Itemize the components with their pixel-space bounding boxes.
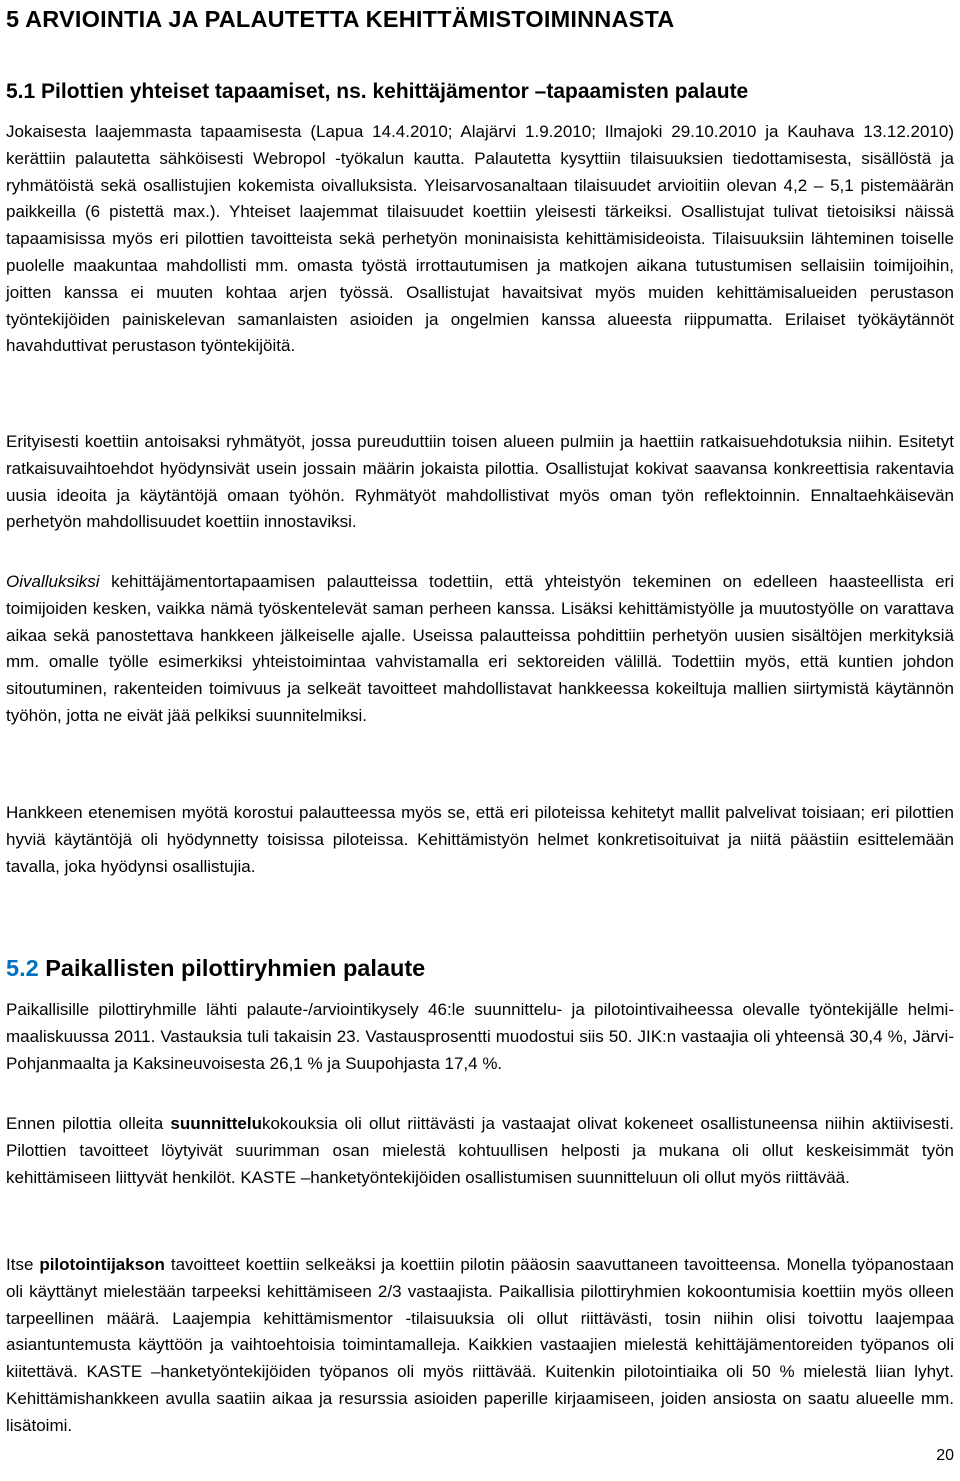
section-heading-5-1: 5.1 Pilottien yhteiset tapaamiset, ns. kehittäjämentor –tapaamisten palaute: [6, 80, 749, 103]
paragraph-7-text-a: Itse: [6, 1255, 40, 1274]
paragraph-3: [6, 569, 954, 730]
paragraph-5: Paikallisille pilottiryhmille lähti palaute-/arviointikysely 46:le suunnittelu- ja pilotointivaiheessa olevalle työntekijälle helmi-maaliskuussa 2011. Vastauksia tuli takaisin 23. Vastausprosentti muodostui siis 50. JIK:n vastaajia oli yhteensä 30,4 %, Järvi-Pohjanmaalta ja Kaksineuvoisesta 26,1 % ja Suupohjasta 17,4 %.: [6, 1000, 954, 1073]
paragraph-6-text-a: Ennen pilottia olleita: [6, 1114, 171, 1133]
paragraph-3-text: kehittäjämentortapaamisen palautteissa todettiin, että yhteistyön tekeminen on edelleen haasteellista eri toimijoiden kesken, vaikka nämä työskentelevät saman perheen kanssa. Lisäksi kehittämistyölle ja muutostyölle on varattava aikaa sekä panostettava hankkeen jälkeiselle ajalle. Useissa palautteissa pohdittiin perhetyön uusien sisältöjen merkityksiä mm. omalle työlle esimerkiksi yhteistoimintaa vahvistamalla eri sektoreiden välillä. Todettiin myös, että kuntien johdon sitoutuminen, rakenteiden toimivuus ja selkeät tavoitteet mahdollistavat hankkeessa kokeiltuja mallien siirtymistä käytännön työhön, jotta ne eivät jää pelkiksi suunnitelmiksi.: [6, 572, 954, 725]
section-number: 5.2: [6, 955, 39, 981]
page-number: 20: [936, 1447, 954, 1464]
paragraph-6: [6, 1111, 954, 1191]
suunnittelu-term: suunnittelu: [170, 1114, 262, 1133]
paragraph-6-text-b: kokouksia oli ollut riittävästi ja vastaajat olivat kokeneet osallistuneensa niihin aktiivisesti. Pilottien tavoitteet löytyivät suurimman osan mielestä kohtuullisen helposti ja mukana oli ollut keskeisimmät työn kehittämiseen liittyvät henkilöt. KASTE –hanketyöntekijöiden osallistumisen suunnitteluun oli ollut myös riittävää.: [6, 1114, 954, 1187]
paragraph-7: [6, 1252, 954, 1440]
paragraph-4: Hankkeen etenemisen myötä korostui palautteessa myös se, että eri piloteissa kehitetyt mallit palvelivat toisiaan; eri pilottien hyviä käytäntöjä oli hyödynnetty toisissa piloteissa. Kehittämistyön helmet konkretisoituivat ja niitä päästiin esittelemään tavalla, joka hyödynsi osallistujia.: [6, 803, 954, 876]
pilotointijakson-term: pilotointijakson: [39, 1255, 165, 1274]
chapter-heading: 5 ARVIOINTIA JA PALAUTETTA KEHITTÄMISTOIMINNASTA: [6, 6, 675, 32]
paragraph-7-text-b: tavoitteet koettiin selkeäksi ja koettiin pilotin pääosin saavuttaneen tavoitteensa. Monella työpanostaan oli käyttänyt mielestään tarpeeksi kehittämiseen 2/3 vastaajista. Paikallisia pilottiryhmien kokoontumisia koettiin myös olleen tarpeellinen määrä. Laajempia kehittämismentor -tilaisuuksia oli ollut riittävästi, tosin niihin olisi toivottu laajempaa asiantuntemusta käyttöön ja vaihtoehtoisia toimintamalleja. Kaikkien vastaajien mielestä kehittäjämentoreiden työpanos oli kiitettävä. KASTE –hanketyöntekijöiden työpanos oli myös riittävää. Kuitenkin pilotointiaika oli 50 % mielestä liian lyhyt. Kehittämishankkeen avulla saatiin aikaa ja resurssia asioiden paperille kirjaamiseen, joiden ansiosta on saatu alueelle mm. lisätoimi.: [6, 1255, 954, 1435]
section-title: Paikallisten pilottiryhmien palaute: [38, 955, 426, 981]
paragraph-2: Erityisesti koettiin antoisaksi ryhmätyöt, jossa pureuduttiin toisen alueen pulmiin ja haettiin ratkaisuehdotuksia niihin. Esitetyt ratkaisuvaihtoehdot hyödynsivät usein jossain määrin jokaista pilottia. Osallistujat kokivat saavansa konkreettisia rakentavia uusia ideoita ja käytäntöjä omaan työhön. Ryhmätyöt mahdollistivat myös oman työn reflektoinnin. Ennaltaehkäisevän perhetyön mahdollisuudet koettiin innostaviksi.: [6, 432, 954, 532]
paragraph-1: Jokaisesta laajemmasta tapaamisesta (Lapua 14.4.2010; Alajärvi 1.9.2010; Ilmajoki 29.10.2010 ja Kauhava 13.12.2010) kerättiin palautetta sähköisesti Webropol -työkalun kautta. Palautetta kysyttiin tilaisuuksien tiedottamisesta, sisällöstä ja ryhmätöistä sekä osallistujien kokemista oivalluksista. Yleisarvosanaltaan tilaisuudet arvioitiin olevan 4,2 – 5,1 pistemäärän paikkeilla (6 pistettä max.). Yhteiset laajemmat tilaisuudet koettiin yleisesti tärkeiksi. Osallistujat tulivat tietoisiksi näissä tapaamisissa myös eri pilottien tavoitteista sekä perhetyön moninaisista kehittämisideoista. Tilaisuuksiin lähteminen toiselle puolelle maakuntaa mahdollisti mm. omasta työstä irrottautumisen ja matkojen aikana tutustumisen sellaisiin toimijoihin, joitten kanssa ei muuten kohtaa arjen työssä. Osallistujat havaitsivat myös muiden kehittämisalueiden perustason työntekijöiden painiskelevan samanlaisten asioiden ja ongelmien kanssa alueesta riippumatta. Erilaiset työkäytännöt havahduttivat perustason työntekijöitä.: [6, 122, 954, 356]
section-heading-5-2: [6, 955, 425, 982]
oivalluksiksi-term: Oivalluksiksi: [6, 572, 100, 591]
